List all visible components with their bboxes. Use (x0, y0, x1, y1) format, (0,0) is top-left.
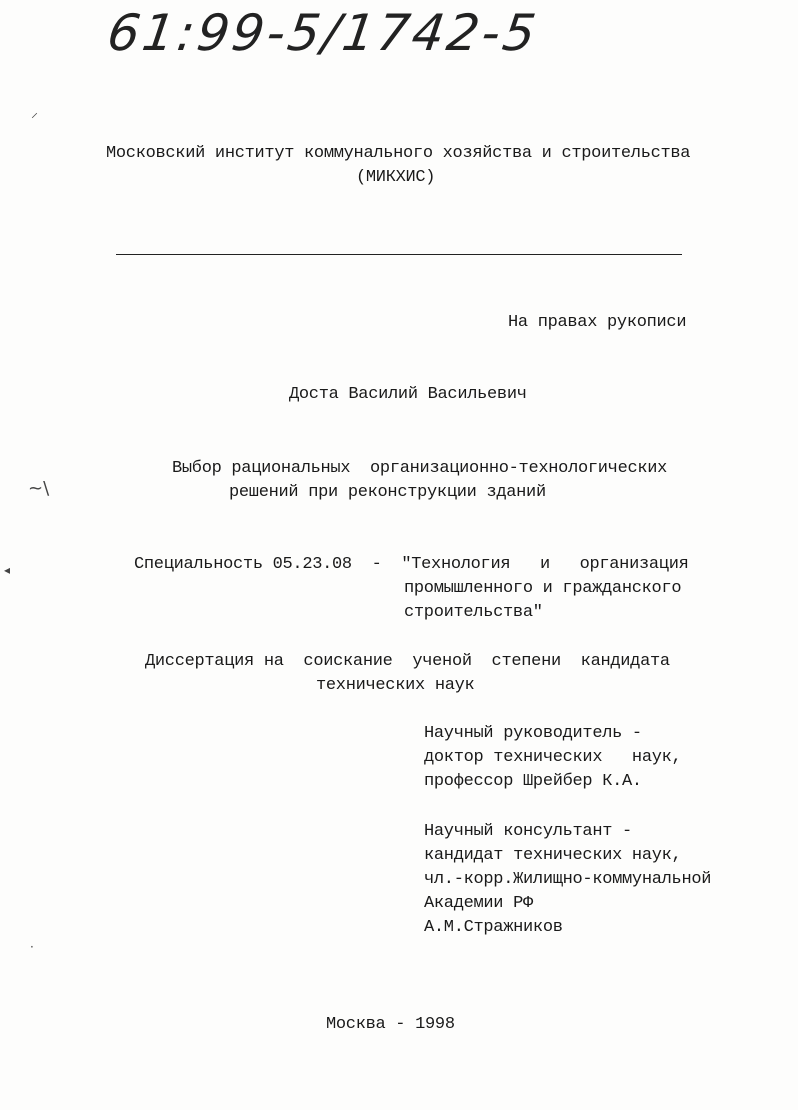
margin-scribble-icon: ~\ (28, 478, 50, 499)
specialty-line2: промышленного и гражданского (404, 579, 682, 598)
consultant-name: А.М.Стражников (424, 918, 563, 937)
dissertation-title-line1: Выбор рациональных организационно-технологических (172, 459, 668, 478)
institute-name: Московский институт коммунального хозяйства и строительства (106, 144, 691, 163)
consultant-degree: кандидат технических наук, (424, 846, 682, 865)
city-year: Москва - 1998 (326, 1015, 455, 1034)
supervisor-role: Научный руководитель - (424, 724, 642, 743)
header-divider (116, 254, 682, 255)
handwritten-archive-number: 61:99-5/1742-5 (103, 4, 542, 62)
degree-line1: Диссертация на соискание ученой степени кандидата (145, 652, 670, 671)
dissertation-title-line2: решений при реконструкции зданий (229, 483, 546, 502)
institute-abbreviation: (МИКХИС) (356, 168, 436, 187)
specialty-line1: Специальность 05.23.08 - "Технология и организация (134, 555, 689, 574)
consultant-membership: чл.-корр.Жилищно-коммунальной (424, 870, 712, 889)
supervisor-degree: доктор технических наук, (424, 748, 682, 767)
consultant-role: Научный консультант - (424, 822, 632, 841)
degree-line2: технических наук (316, 676, 475, 695)
manuscript-note: На правах рукописи (508, 313, 687, 332)
author-name: Доста Василий Васильевич (289, 385, 527, 404)
margin-mark: · (30, 940, 34, 954)
supervisor-name: профессор Шрейбер К.А. (424, 772, 642, 791)
margin-mark: ⸝ (31, 105, 38, 121)
margin-mark: ◂ (4, 563, 11, 577)
specialty-line3: строительства" (404, 603, 543, 622)
consultant-academy: Академии РФ (424, 894, 533, 913)
